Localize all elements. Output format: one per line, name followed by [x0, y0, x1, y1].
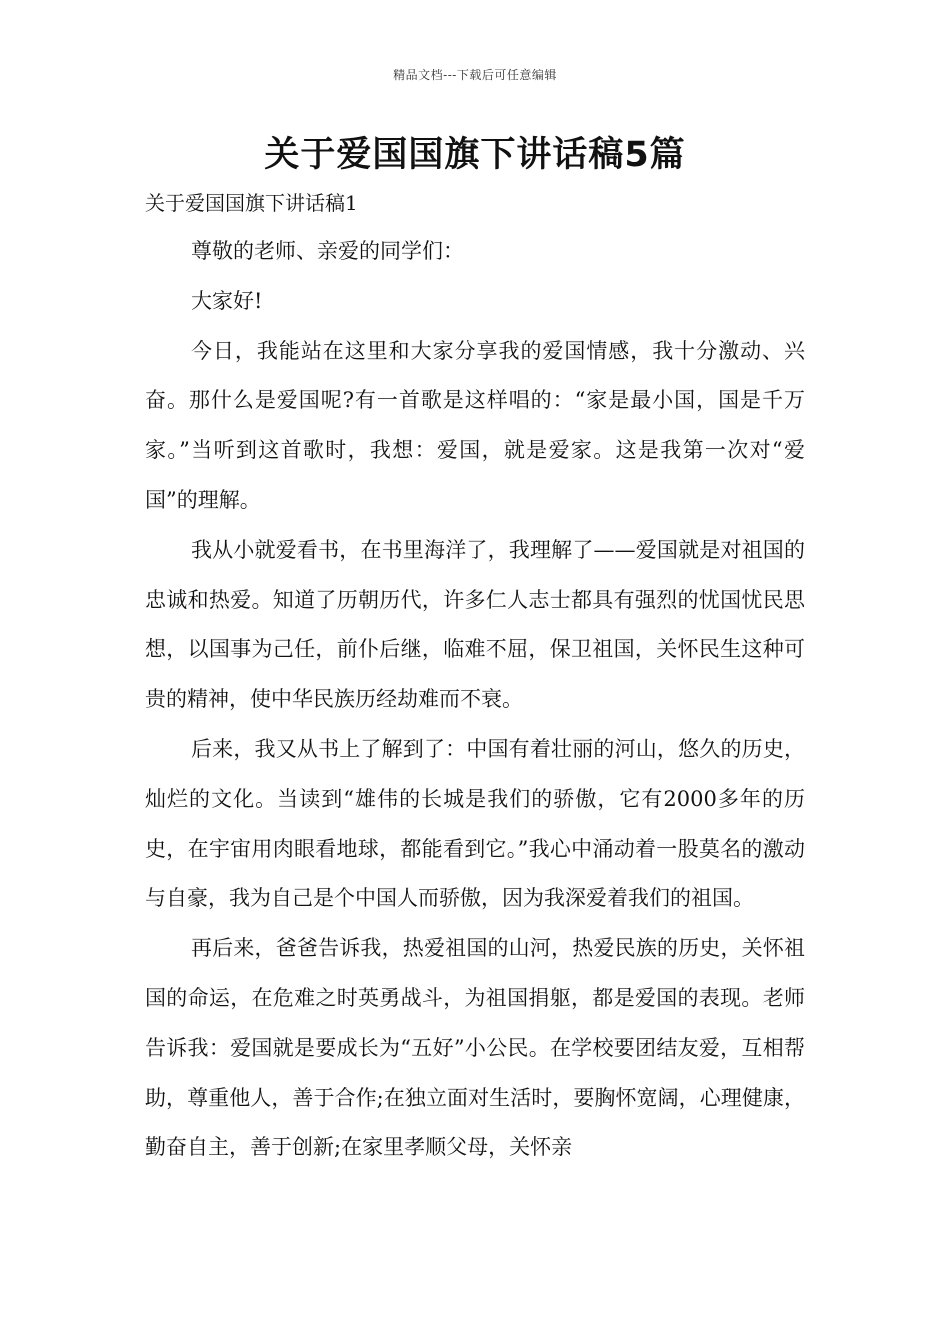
paragraph-hello: 大家好! — [191, 288, 263, 313]
paragraph-1: 今日，我能站在这里和大家分享我的爱国情感，我十分激动、兴奋。那什么是爱国呢?有一首歌是这样唱的：“家是最小国，国是千万家。”当听到这首歌时，我想：爱国，就是爱家。这是我第一次对“爱国”的理解。 — [145, 338, 805, 512]
paragraph-greeting: 尊敬的老师、亲爱的同学们： — [191, 239, 464, 263]
paragraph-3: 后来，我又从书上了解到了：中国有着壮丽的河山，悠久的历史，灿烂的文化。当读到“雄伟的长城是我们的骄傲，它有2000多年的历史，在宇宙用肉眼看地球，都能看到它。”我心中涌动着一股莫名的激动与自豪，我为自己是个中国人而骄傲，因为我深爱着我们的祖国。 — [145, 736, 805, 911]
header-note: 精品文档---下载后可任意编辑 — [393, 68, 557, 82]
document-title: 关于爱国国旗下讲话稿5篇 — [264, 135, 686, 175]
section-subtitle: 关于爱国国旗下讲话稿1 — [145, 191, 358, 215]
paragraph-2: 我从小就爱看书，在书里海洋了，我理解了——爱国就是对祖国的忠诚和热爱。知道了历朝历代，许多仁人志士都具有强烈的忧国忧民思想，以国事为己任，前仆后继，临难不屈，保卫祖国，关怀民生这种可贵的精神，使中华民族历经劫难而不衰。 — [145, 537, 805, 712]
paragraph-4: 再后来，爸爸告诉我，热爱祖国的山河，热爱民族的历史，关怀祖国的命运，在危难之时英勇战斗，为祖国捐躯，都是爱国的表现。老师告诉我：爱国就是要成长为“五好”小公民。在学校要团结友爱，互相帮助，尊重他人，善于合作;在独立面对生活时，要胸怀宽阔，心理健康，勤奋自主，善于创新;在家里孝顺父母，关怀亲 — [145, 936, 805, 1160]
document-body — [145, 227, 805, 1173]
